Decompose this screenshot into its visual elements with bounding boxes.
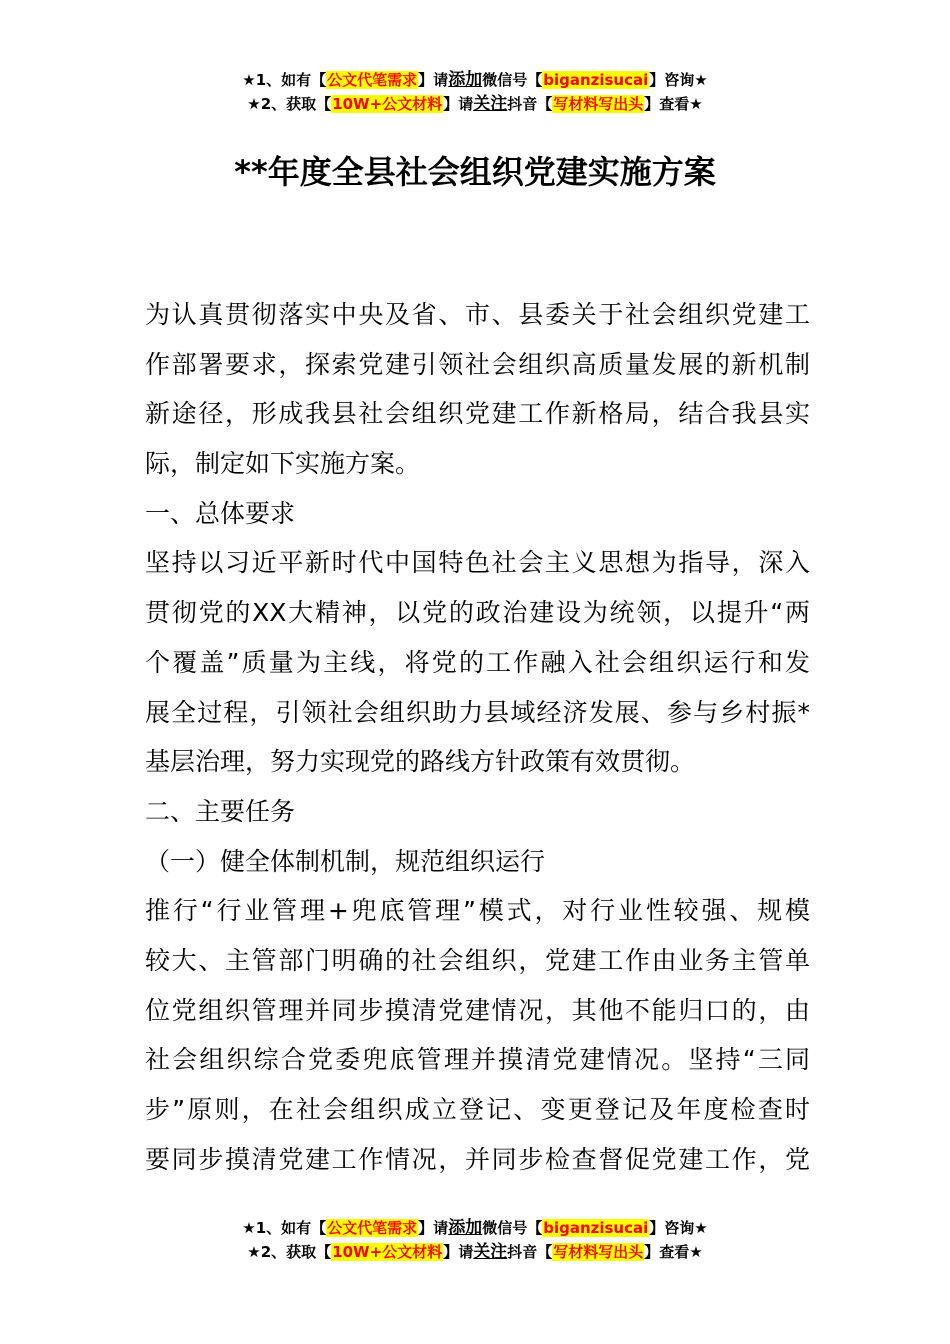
banner-text: 】咨询★ — [649, 71, 708, 89]
banner-highlight: biganzisucai — [543, 1219, 649, 1237]
text-line: 社会组织综合党委兜底管理并摸清党建情况。坚持“三同 — [145, 1045, 810, 1075]
section-heading: 一、总体要求 — [145, 498, 296, 528]
banner-emphasis: 添加 — [448, 70, 483, 90]
banner-text: 抖音【 — [507, 95, 553, 113]
banner-line-1 — [0, 68, 950, 92]
banner-text: 】请 — [418, 1219, 449, 1237]
banner-highlight: 写材料写出头 — [553, 1243, 644, 1261]
subsection-heading: （一）健全体制机制，规范组织运行 — [145, 846, 546, 876]
banner-highlight: 公文代笔需求 — [327, 71, 418, 89]
banner-text: 】请 — [443, 1243, 474, 1261]
section-heading: 二、主要任务 — [145, 796, 296, 826]
banner-text: 】请 — [418, 71, 449, 89]
document-title: **年度全县社会组织党建实施方案 — [234, 153, 716, 191]
banner-text: 】查看★ — [644, 95, 703, 113]
text-line: 基层治理，努力实现党的路线方针政策有效贯彻。 — [145, 747, 696, 777]
banner-emphasis: 关注 — [473, 1242, 508, 1262]
banner-text: 抖音【 — [507, 1243, 553, 1261]
text-line: 贯彻党的XX大精神，以党的政治建设为统领，以提升“两 — [145, 598, 810, 628]
banner-highlight: 公文代笔需求 — [327, 1219, 418, 1237]
banner-highlight: 10W+公文材料 — [332, 95, 443, 113]
footer-banner — [0, 1216, 950, 1264]
banner-text: ★2、获取【 — [247, 95, 332, 113]
banner-emphasis: 添加 — [448, 1218, 483, 1238]
banner-text: ★1、如有【 — [242, 1219, 327, 1237]
banner-emphasis: 关注 — [473, 94, 508, 114]
banner-line-1 — [0, 1216, 950, 1240]
text-line: 要同步摸清党建工作情况，并同步检查督促党建工作，党 — [145, 1144, 810, 1174]
banner-text: ★1、如有【 — [242, 71, 327, 89]
banner-text: 】查看★ — [644, 1243, 703, 1261]
text-line: 推行“行业管理+兜底管理”模式，对行业性较强、规模 — [145, 896, 810, 926]
text-line: 新途径，形成我县社会组织党建工作新格局，结合我县实 — [145, 399, 810, 429]
banner-text: 】请 — [443, 95, 474, 113]
text-line: 为认真贯彻落实中央及省、市、县委关于社会组织党建工 — [145, 300, 810, 329]
banner-text: 】咨询★ — [649, 1219, 708, 1237]
document-body — [145, 290, 810, 1184]
text-line: 位党组织管理并同步摸清党建情况，其他不能归口的，由 — [145, 995, 810, 1025]
banner-text: 微信号【 — [482, 1219, 543, 1237]
header-banner — [0, 68, 950, 116]
banner-text: 微信号【 — [482, 71, 543, 89]
text-line: 坚持以习近平新时代中国特色社会主义思想为指导，深入 — [145, 548, 810, 578]
text-line: 较大、主管部门明确的社会组织，党建工作由业务主管单 — [145, 945, 810, 975]
text-line: 际，制定如下实施方案。 — [145, 449, 421, 479]
banner-line-2 — [0, 1240, 950, 1264]
banner-highlight: biganzisucai — [543, 71, 649, 89]
banner-text: ★2、获取【 — [247, 1243, 332, 1261]
text-line: 展全过程，引领社会组织助力县域经济发展、参与乡村振* — [145, 697, 810, 727]
banner-highlight: 10W+公文材料 — [332, 1243, 443, 1261]
banner-line-2 — [0, 92, 950, 116]
text-line: 个覆盖”质量为主线，将党的工作融入社会组织运行和发 — [145, 647, 810, 677]
text-line: 步”原则，在社会组织成立登记、变更登记及年度检查时 — [145, 1095, 810, 1124]
banner-highlight: 写材料写出头 — [553, 95, 644, 113]
text-line: 作部署要求，探索党建引领社会组织高质量发展的新机制 — [145, 349, 810, 379]
